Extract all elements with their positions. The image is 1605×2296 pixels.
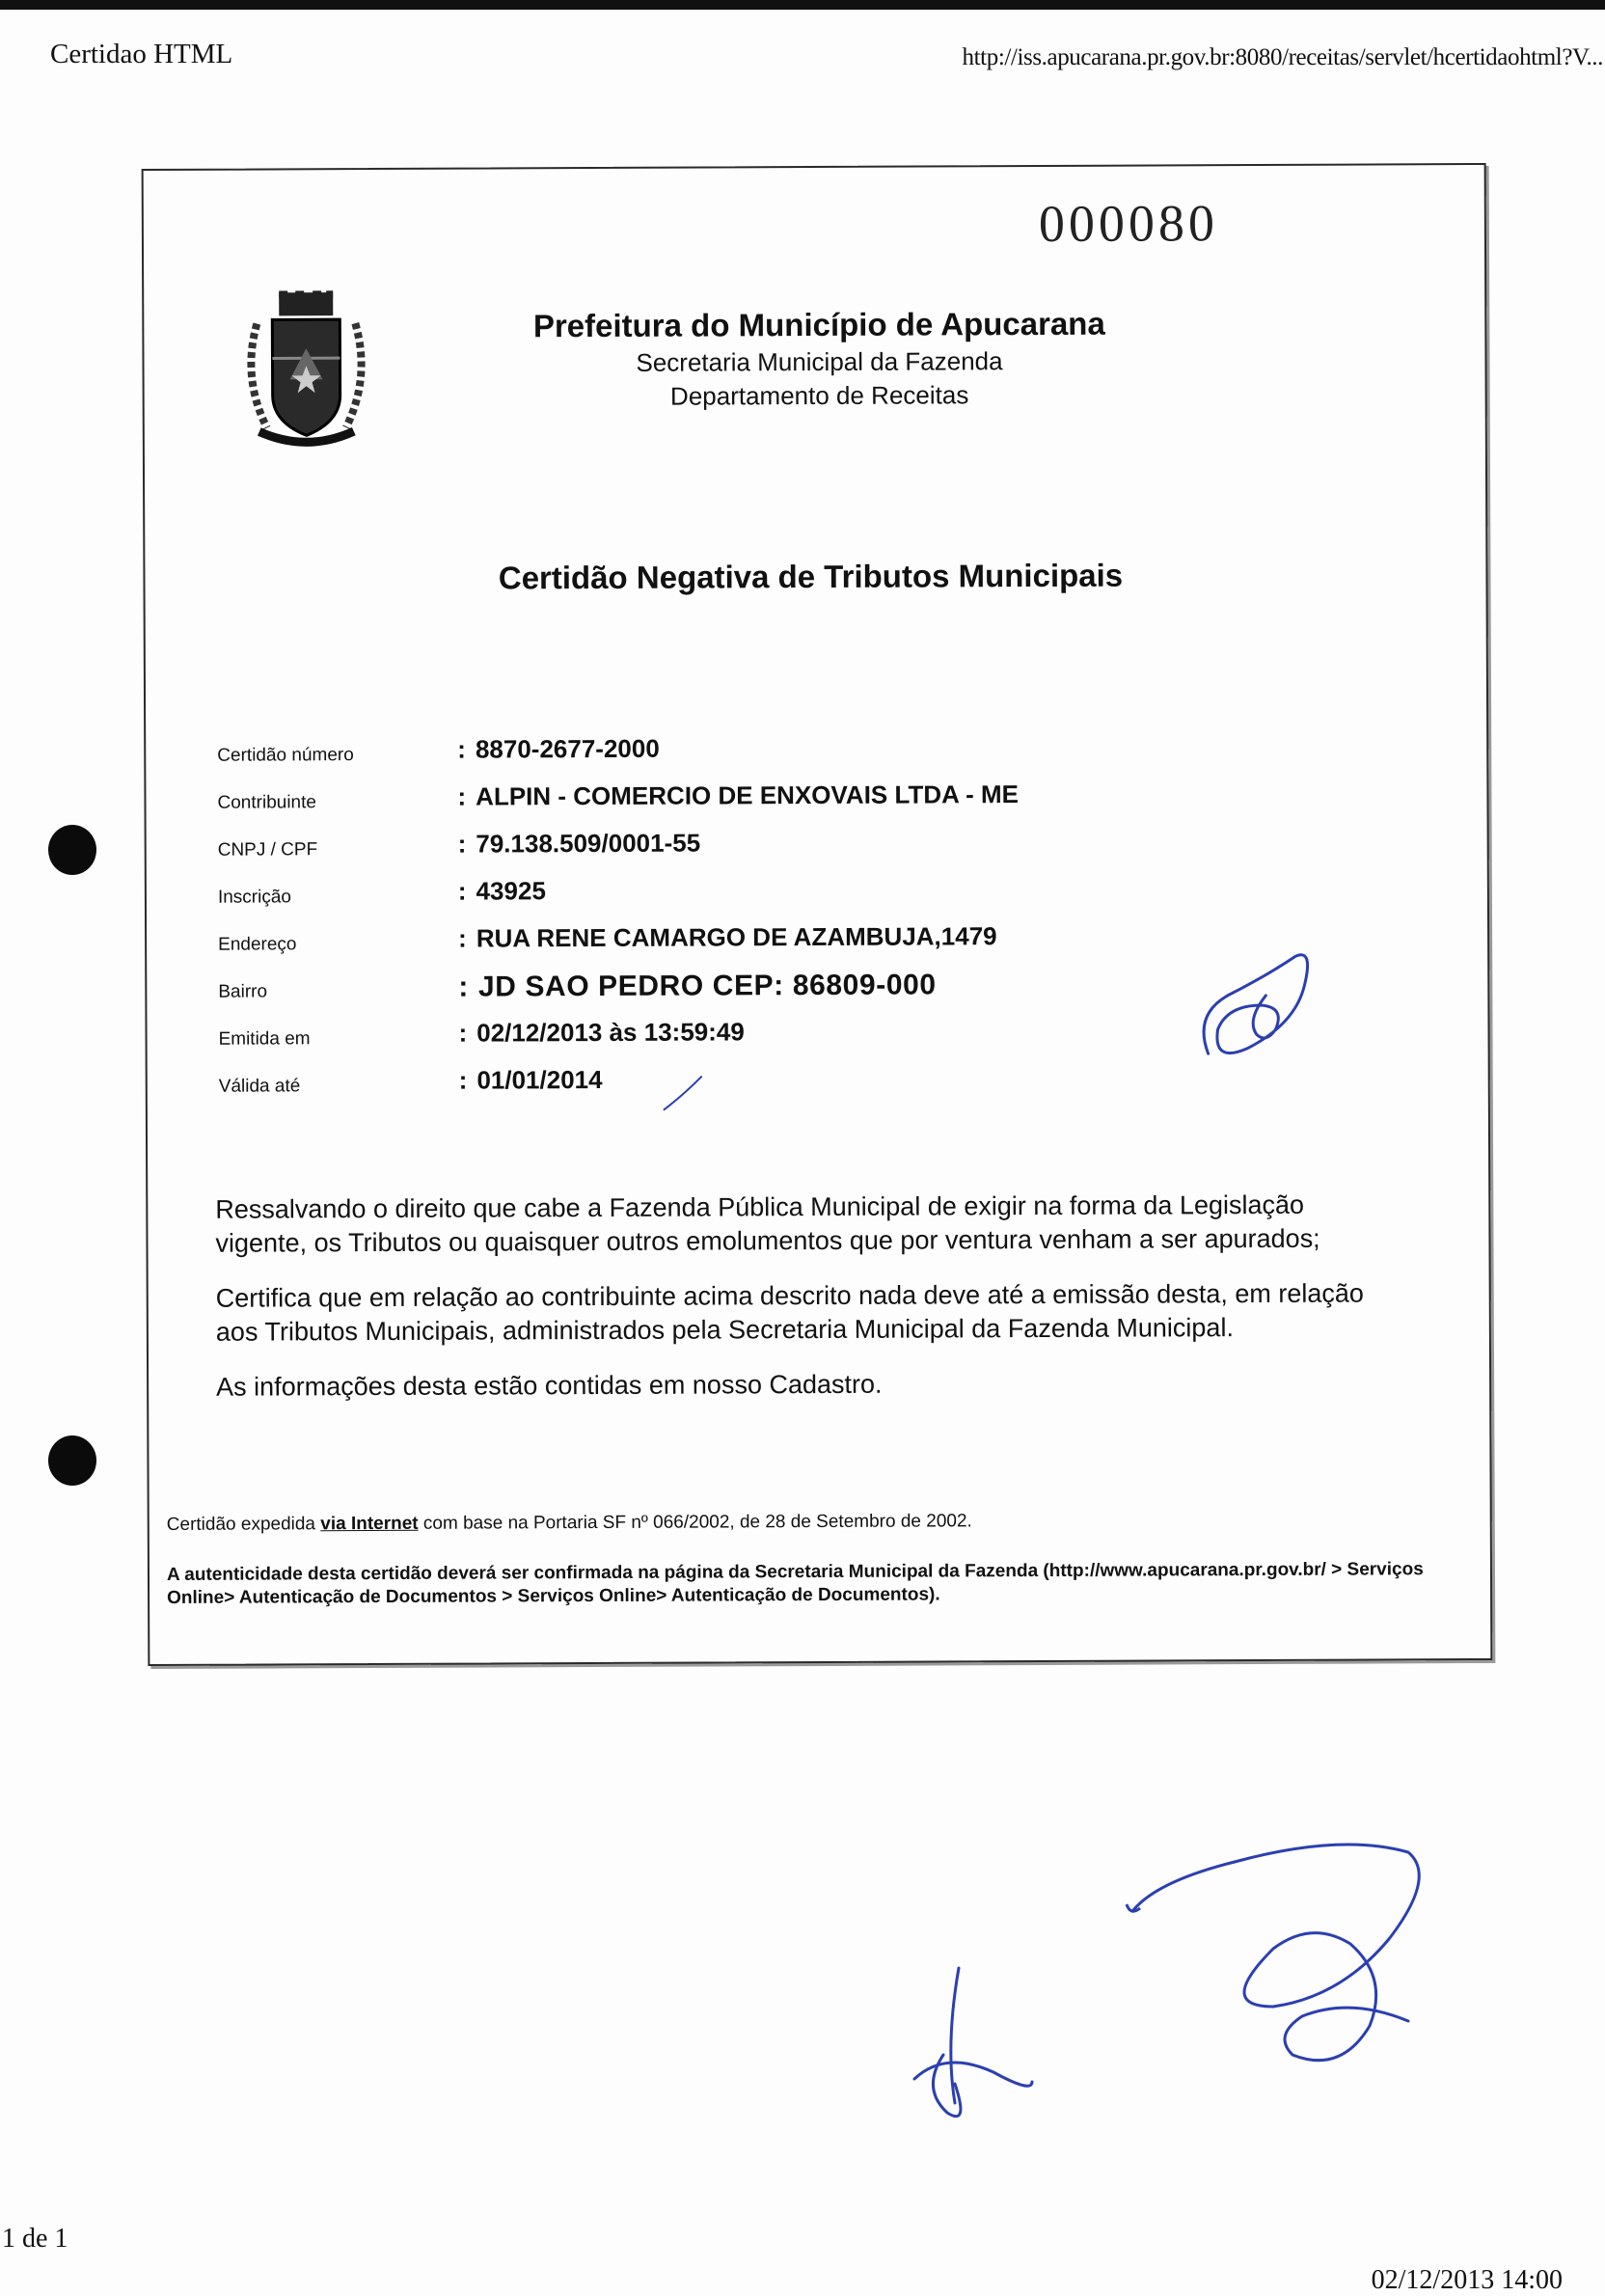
print-timestamp: 02/12/2013 14:00 bbox=[1371, 2265, 1563, 2295]
check-mark bbox=[659, 1072, 707, 1120]
detail-value: 79.138.509/0001-55 bbox=[476, 828, 701, 859]
detail-label: Inscrição bbox=[217, 887, 291, 908]
detail-colon: : bbox=[457, 829, 467, 859]
detail-label: Certidão número bbox=[217, 745, 354, 766]
detail-colon: : bbox=[458, 1065, 468, 1095]
issuance-note bbox=[167, 1509, 1459, 1536]
department-name: Departamento de Receitas bbox=[669, 380, 969, 411]
certificate-frame bbox=[142, 163, 1493, 1666]
scan-top-edge bbox=[0, 0, 1605, 10]
detail-colon: : bbox=[458, 923, 467, 953]
detail-label: Válida até bbox=[218, 1076, 301, 1097]
detail-label: Emitida em bbox=[218, 1028, 311, 1050]
secretariat-name: Secretaria Municipal da Fazenda bbox=[636, 346, 1003, 377]
detail-value: 01/01/2014 bbox=[476, 1064, 603, 1095]
detail-row-taxpayer bbox=[217, 778, 1423, 830]
authenticity-note: A autenticidade desta certidão deverá ser confirmada na página da Secretaria Municipal da Fazenda (http://www.apucarana.pr.gov.br/ > Serviços Online> Autenticação de Documentos > Serviços Online> Autenticação de Documentos). bbox=[166, 1559, 1424, 1608]
coat-of-arms-icon bbox=[233, 290, 379, 455]
issuance-prefix: Certidão expedida bbox=[166, 1514, 316, 1535]
punch-hole bbox=[48, 825, 96, 875]
body-paragraph: Ressalvando o direito que cabe a Fazenda Pública Municipal de exigir na forma da Legislação vigente, os Tributos ou quaisquer outros emolumentos que por ventura venham a ser apurados; bbox=[215, 1189, 1320, 1258]
detail-label: Bairro bbox=[218, 981, 268, 1002]
detail-row-certificate-number bbox=[217, 730, 1423, 782]
detail-colon: : bbox=[458, 1018, 468, 1048]
detail-colon: : bbox=[457, 876, 467, 906]
signature-mark bbox=[1188, 938, 1324, 1083]
punch-hole bbox=[48, 1435, 96, 1486]
detail-value: JD SAO PEDRO CEP: 86809-000 bbox=[477, 969, 937, 1003]
detail-label: Contribuinte bbox=[217, 792, 316, 813]
municipality-title: Prefeitura do Município de Apucarana bbox=[532, 305, 1105, 344]
browser-page-title: Certidao HTML bbox=[50, 39, 233, 69]
page-count: 1 de 1 bbox=[2, 2224, 68, 2254]
via-internet-link[interactable]: via Internet bbox=[320, 1513, 419, 1535]
certificate-title: Certidão Negativa de Tributos Municipais bbox=[498, 557, 1124, 596]
issuance-suffix: com base na Portaria SF nº 066/2002, de 28 de Setembro de 2002. bbox=[422, 1511, 972, 1534]
certificate-header bbox=[433, 305, 1205, 412]
detail-label: Endereço bbox=[218, 934, 297, 955]
detail-label: CNPJ / CPF bbox=[217, 839, 318, 861]
detail-value: ALPIN - COMERCIO DE ENXOVAIS LTDA - ME bbox=[476, 779, 1020, 811]
detail-row-cnpj bbox=[218, 825, 1424, 877]
body-paragraph: Certifica que em relação ao contribuinte acima descrito nada deve até a emissão desta, em relação aos Tributos Municipais, administrados pela Secretaria Municipal da Fazenda Municipal. bbox=[215, 1278, 1364, 1348]
detail-value: RUA RENE CAMARGO DE AZAMBUJA,1479 bbox=[476, 921, 997, 953]
browser-url[interactable]: http://iss.apucarana.pr.gov.br:8080/receitas/servlet/hcertidaohtml?V... bbox=[962, 44, 1603, 70]
detail-value: 8870-2677-2000 bbox=[475, 733, 660, 764]
detail-value: 43925 bbox=[476, 876, 546, 906]
detail-colon: : bbox=[457, 734, 466, 764]
detail-colon: : bbox=[457, 781, 467, 811]
detail-value: 02/12/2013 às 13:59:49 bbox=[476, 1017, 745, 1048]
certificate-body bbox=[215, 1188, 1393, 1426]
detail-row-registration bbox=[218, 872, 1424, 924]
detail-colon: : bbox=[458, 970, 469, 1003]
body-paragraph: As informações desta estão contidas em nosso Cadastro. bbox=[216, 1370, 883, 1403]
document-control-number: 000080 bbox=[1038, 194, 1219, 253]
signature-mark bbox=[887, 1823, 1485, 2142]
